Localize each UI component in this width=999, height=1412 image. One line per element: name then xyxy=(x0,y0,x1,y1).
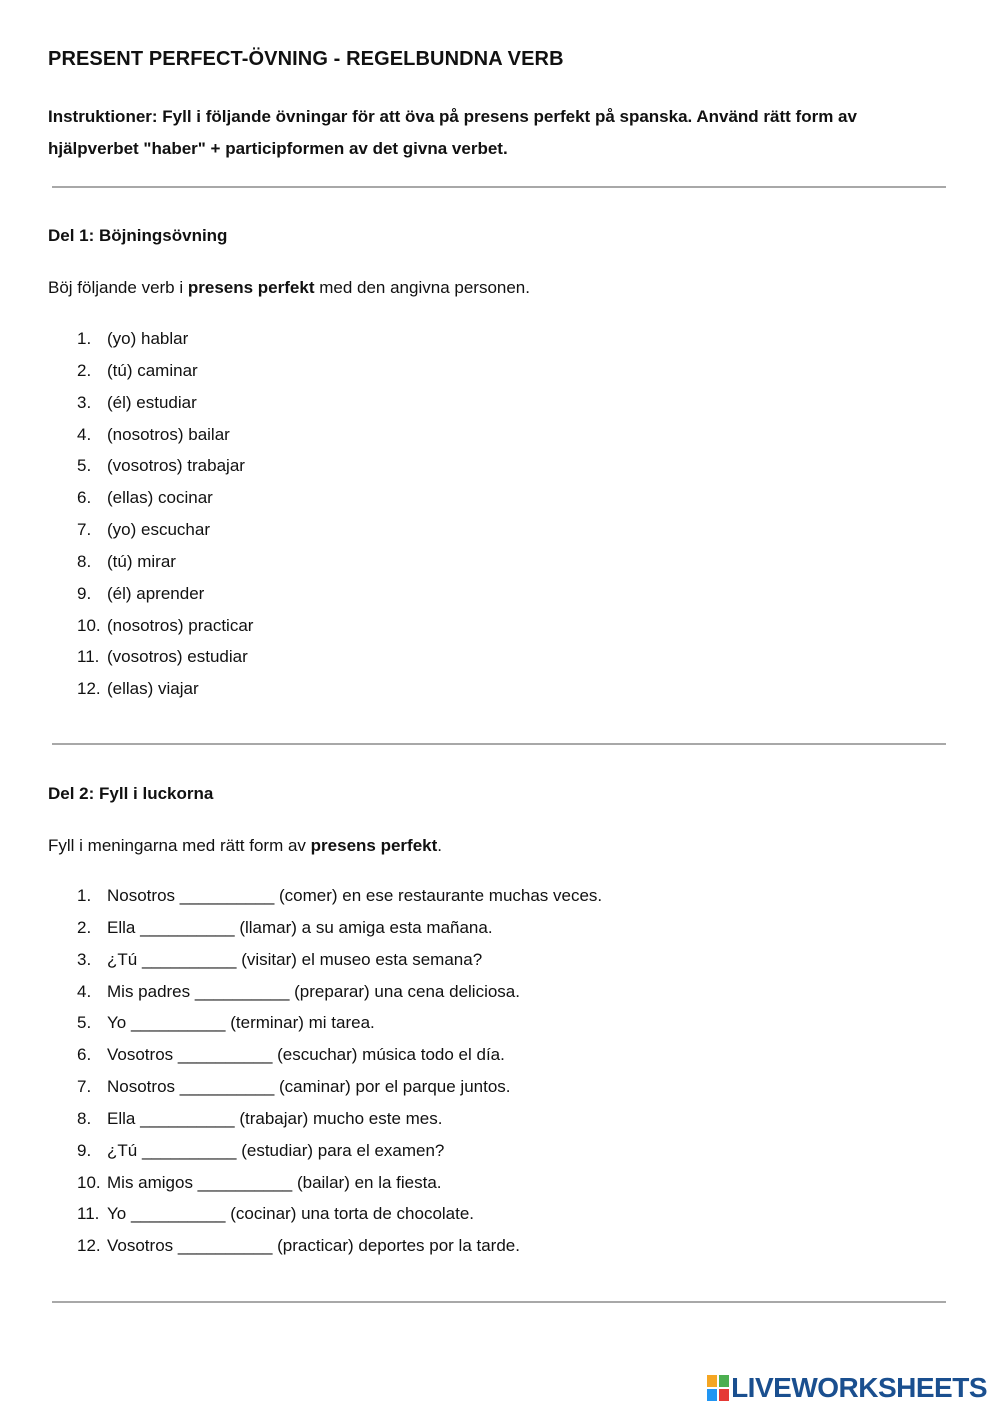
item-number: 3. xyxy=(77,949,92,969)
list-item xyxy=(77,419,253,451)
part2-intro-end: . xyxy=(437,836,443,855)
item-number: 1. xyxy=(77,886,92,905)
item-text: Yo __________ (terminar) mi tarea. xyxy=(107,1013,375,1033)
list-item xyxy=(77,1135,602,1167)
item-number: 8. xyxy=(77,551,92,571)
item-number: 7. xyxy=(77,520,92,540)
page-title: PRESENT PERFECT-ÖVNING - REGELBUNDNA VERB xyxy=(48,48,564,70)
list-item xyxy=(77,1103,602,1135)
item-text: (vosotros) trabajar xyxy=(107,456,245,476)
item-text: Mis padres __________ (preparar) una cena deliciosa. xyxy=(107,981,520,1001)
item-text: (él) estudiar xyxy=(107,392,197,412)
list-item xyxy=(77,546,253,578)
part1-intro xyxy=(48,278,530,298)
list-item xyxy=(77,1198,602,1230)
liveworksheets-icon xyxy=(707,1375,729,1401)
item-number: 3. xyxy=(77,392,92,412)
list-item xyxy=(77,387,253,419)
item-number: 9. xyxy=(77,1140,92,1160)
item-text: (ellas) viajar xyxy=(107,679,199,699)
list-item xyxy=(77,355,253,387)
part1-list xyxy=(77,323,253,705)
part2-intro-text: Fyll i meningarna med rätt form av xyxy=(48,836,311,855)
list-item xyxy=(77,1007,602,1039)
list-item xyxy=(77,610,253,642)
item-number: 12. xyxy=(77,679,101,699)
item-text: (yo) escuchar xyxy=(107,520,210,540)
item-number: 11. xyxy=(77,1204,100,1224)
part2-intro-bold: presens perfekt xyxy=(310,836,438,855)
item-number: 2. xyxy=(77,917,92,937)
item-number: 8. xyxy=(77,1108,92,1128)
item-number: 5. xyxy=(77,456,92,476)
item-text: (tú) caminar xyxy=(107,360,198,380)
list-item xyxy=(77,673,253,705)
item-number: 10. xyxy=(77,1172,101,1192)
part2-heading: Del 2: Fyll i luckorna xyxy=(48,784,214,803)
item-number: 12. xyxy=(77,1236,101,1256)
list-item xyxy=(77,323,253,355)
list-item xyxy=(77,514,253,546)
part2-intro xyxy=(48,836,442,856)
instructions: Instruktioner: Fyll i följande övningar för att öva på presens perfekt på spanska. Använd rätt form av hjälpverbet "haber" + participformen av det givna verbet. xyxy=(48,107,857,158)
item-text: (vosotros) estudiar xyxy=(107,647,248,667)
item-number: 9. xyxy=(77,583,92,603)
list-item xyxy=(77,944,602,976)
item-number: 4. xyxy=(77,424,92,444)
item-text: (ellas) cocinar xyxy=(107,488,213,508)
item-text: ¿Tú __________ (visitar) el museo esta semana? xyxy=(107,949,483,969)
divider xyxy=(52,1301,946,1303)
item-text: Vosotros __________ (practicar) deportes por la tarde. xyxy=(107,1236,520,1256)
divider xyxy=(52,186,946,188)
list-item xyxy=(77,578,253,610)
item-text: (tú) mirar xyxy=(107,551,176,571)
item-number: 4. xyxy=(77,981,92,1001)
item-text: Mis amigos __________ (bailar) en la fiesta. xyxy=(107,1172,442,1192)
list-item xyxy=(77,880,602,912)
list-item xyxy=(77,1039,602,1071)
item-number: 1. xyxy=(77,329,92,348)
item-text: (él) aprender xyxy=(107,583,205,603)
list-item xyxy=(77,1167,602,1199)
liveworksheets-wordmark: LIVEWORKSHEETS xyxy=(731,1372,987,1403)
part2-list xyxy=(77,880,602,1262)
part1-heading: Del 1: Böjningsövning xyxy=(48,226,228,245)
item-text: (nosotros) bailar xyxy=(107,424,230,444)
liveworksheets-logo[interactable] xyxy=(707,1371,987,1405)
item-text: (yo) hablar xyxy=(107,329,189,348)
list-item xyxy=(77,1230,602,1262)
item-number: 5. xyxy=(77,1013,92,1033)
item-number: 7. xyxy=(77,1077,92,1097)
item-text: Ella __________ (trabajar) mucho este mes. xyxy=(107,1108,443,1128)
item-text: Nosotros __________ (comer) en ese restaurante muchas veces. xyxy=(107,886,603,905)
part1-intro-text: Böj följande verb i xyxy=(48,278,188,297)
item-text: Nosotros __________ (caminar) por el parque juntos. xyxy=(107,1077,511,1097)
item-text: (nosotros) practicar xyxy=(107,615,254,635)
list-item xyxy=(77,641,253,673)
item-number: 2. xyxy=(77,360,92,380)
list-item xyxy=(77,976,602,1008)
part1-intro-bold: presens perfekt xyxy=(187,278,315,297)
item-number: 6. xyxy=(77,488,92,508)
item-text: Ella __________ (llamar) a su amiga esta mañana. xyxy=(107,917,493,937)
item-number: 10. xyxy=(77,615,101,635)
item-number: 6. xyxy=(77,1045,92,1065)
list-item xyxy=(77,1071,602,1103)
list-item xyxy=(77,912,602,944)
item-text: Vosotros __________ (escuchar) música todo el día. xyxy=(107,1045,505,1065)
item-number: 11. xyxy=(77,647,100,667)
divider xyxy=(52,743,946,745)
list-item xyxy=(77,450,253,482)
list-item xyxy=(77,482,253,514)
item-text: ¿Tú __________ (estudiar) para el examen? xyxy=(107,1140,445,1160)
item-text: Yo __________ (cocinar) una torta de chocolate. xyxy=(107,1204,475,1224)
part1-intro-end: med den angivna personen. xyxy=(314,278,530,297)
